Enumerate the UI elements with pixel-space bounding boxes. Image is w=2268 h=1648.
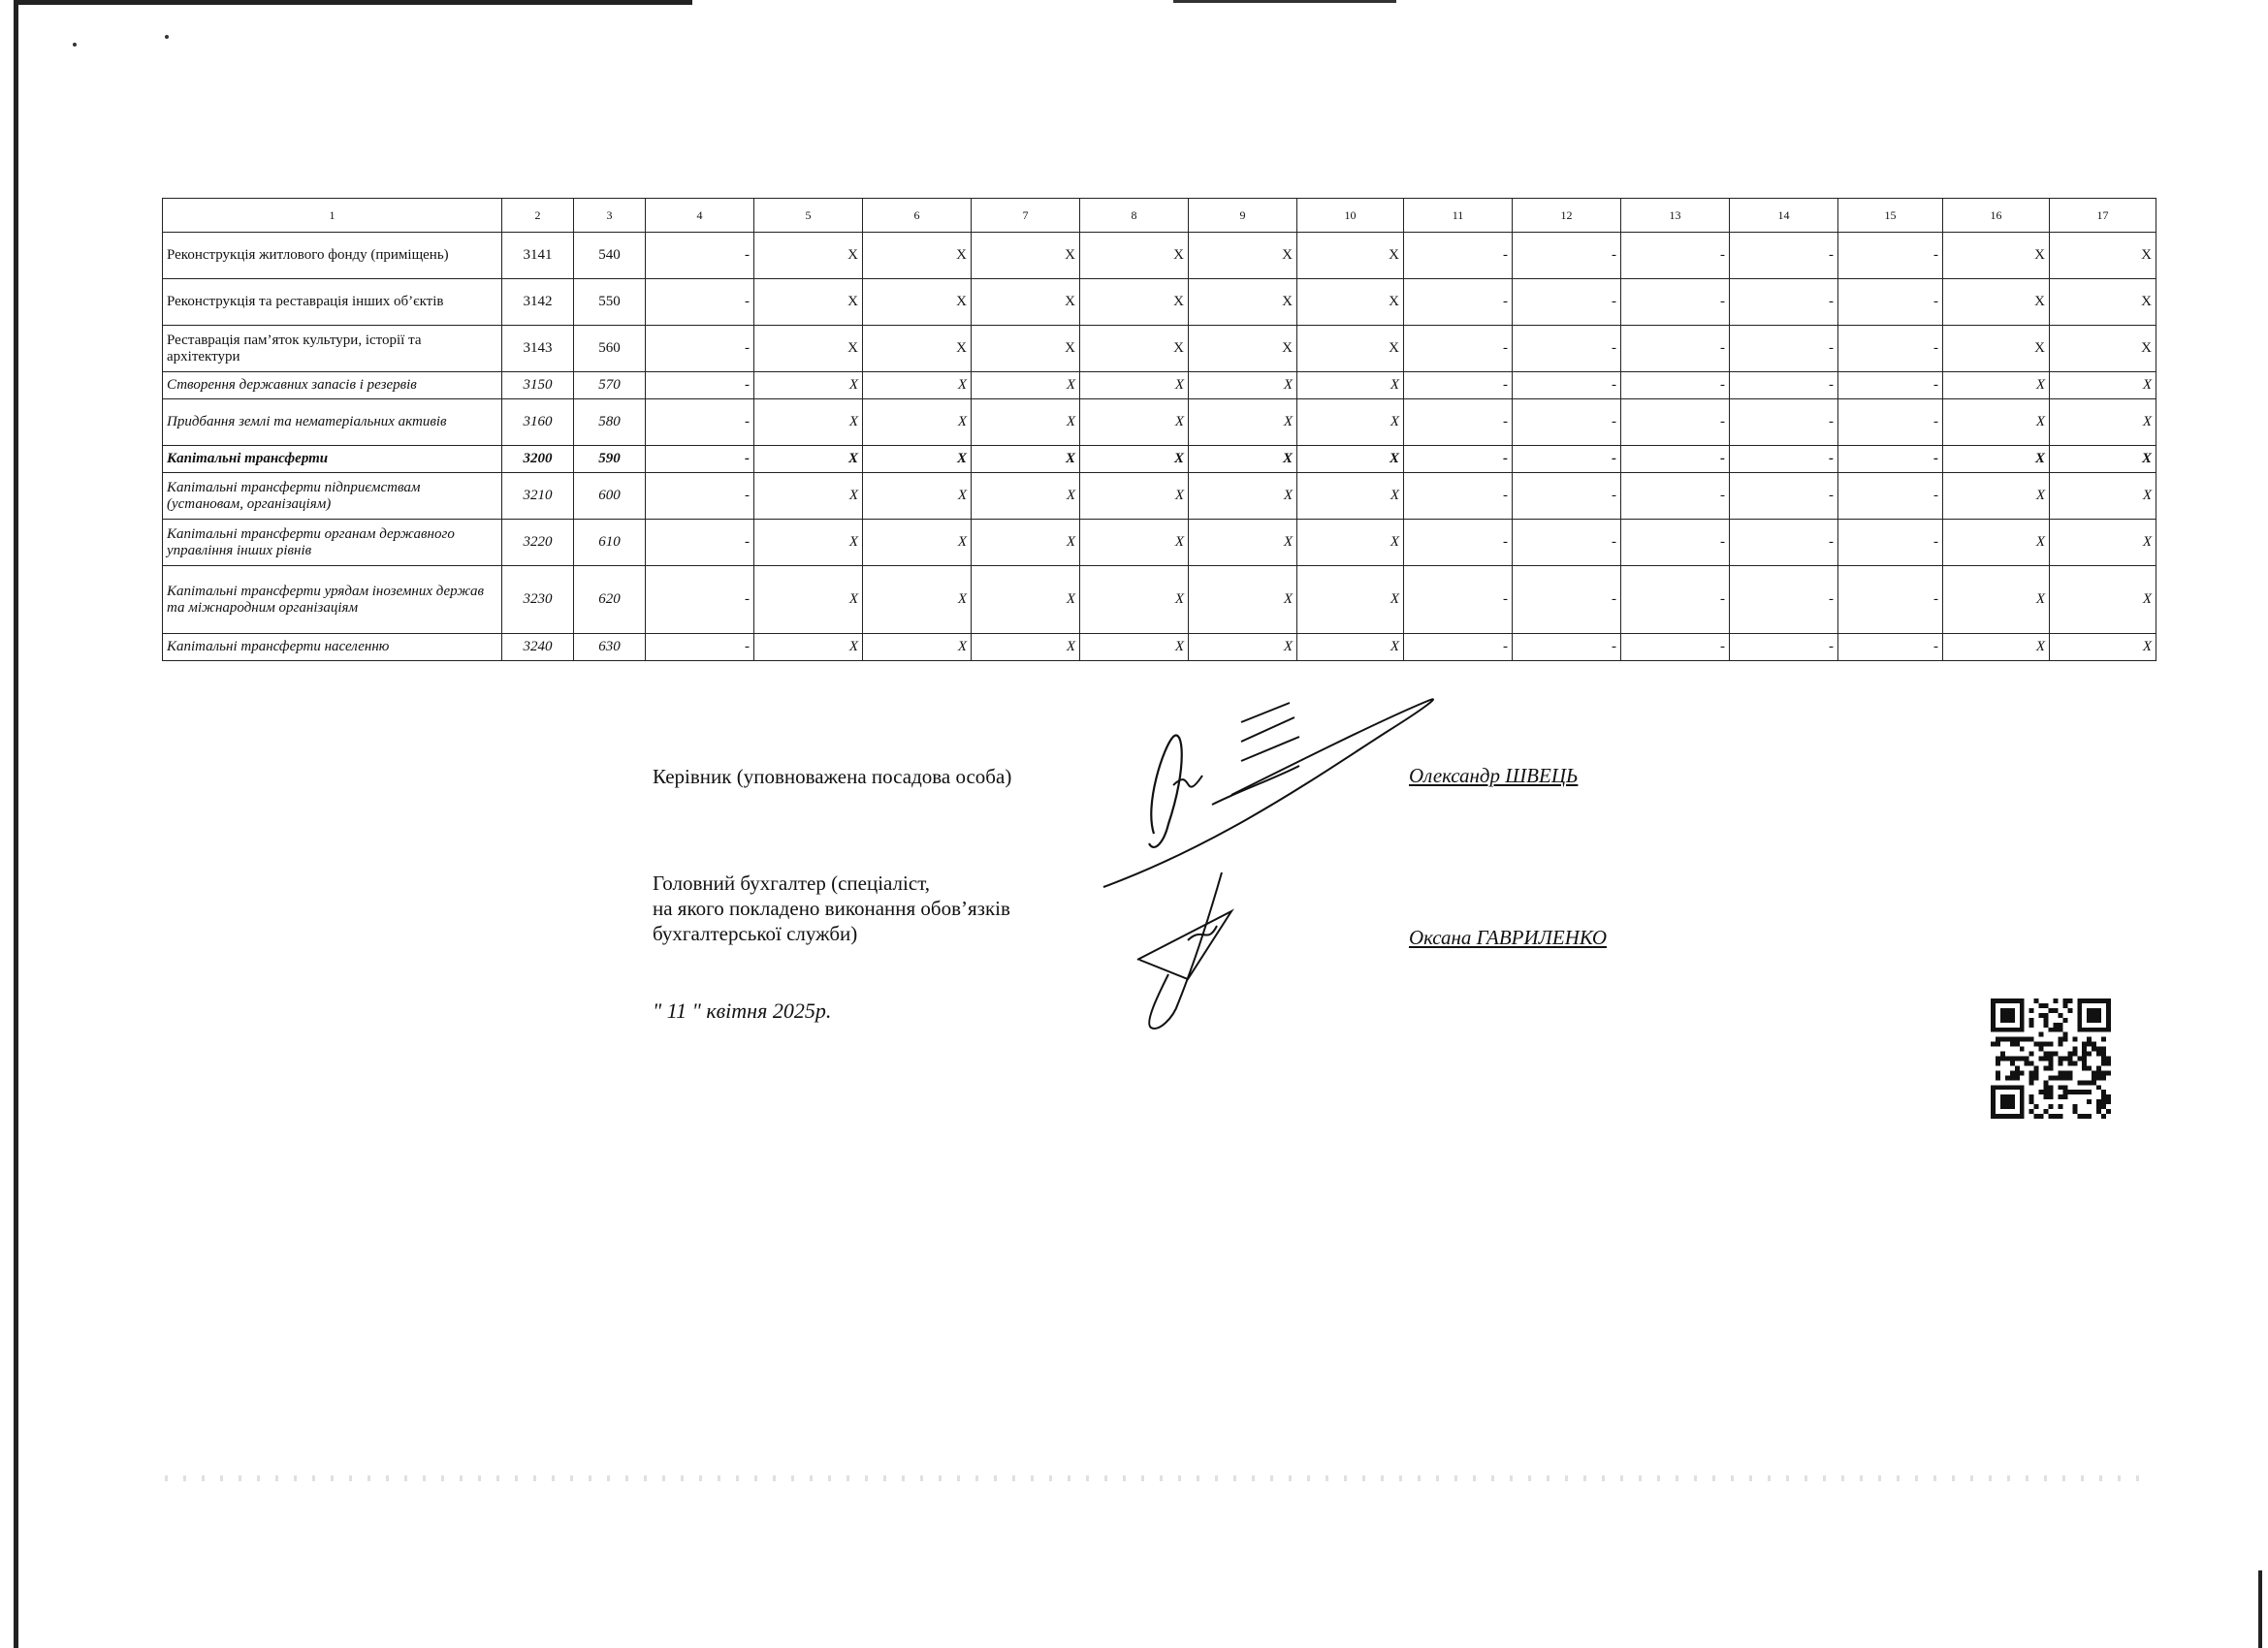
- table-cell: -: [1513, 634, 1621, 661]
- row-kekv: 3143: [502, 326, 574, 372]
- table-cell: -: [1621, 520, 1730, 566]
- table-cell: -: [1513, 399, 1621, 446]
- scan-noise: [165, 1475, 2153, 1481]
- table-cell: X: [1189, 326, 1297, 372]
- table-cell: X: [863, 520, 972, 566]
- table-cell: -: [646, 473, 754, 520]
- table-cell: -: [1404, 233, 1513, 279]
- table-cell: X: [1189, 566, 1297, 634]
- table-cell: -: [1838, 446, 1943, 473]
- table-cell: -: [1838, 399, 1943, 446]
- table-cell: X: [1297, 372, 1404, 399]
- table-cell: -: [1513, 372, 1621, 399]
- head-label: Керівник (уповноважена посадова особа): [653, 765, 1012, 788]
- table-cell: X: [1943, 566, 2050, 634]
- table-cell: X: [1189, 279, 1297, 326]
- table-row: [163, 399, 2156, 446]
- column-header: 9: [1189, 199, 1297, 233]
- table-cell: X: [1943, 473, 2050, 520]
- row-name: Капітальні трансферти підприємствам (установам, організаціям): [163, 473, 502, 520]
- table-cell: X: [863, 399, 972, 446]
- table-cell: X: [1943, 520, 2050, 566]
- table-cell: -: [646, 372, 754, 399]
- row-code: 600: [574, 473, 646, 520]
- table-cell: -: [1513, 446, 1621, 473]
- table-cell: X: [1189, 233, 1297, 279]
- table-row: [163, 446, 2156, 473]
- table-cell: X: [972, 326, 1080, 372]
- table-cell: X: [2050, 520, 2156, 566]
- row-name: Реконструкція та реставрація інших об’єктів: [163, 279, 502, 326]
- table-cell: -: [1838, 566, 1943, 634]
- table-cell: X: [1943, 399, 2050, 446]
- table-cell: X: [1080, 372, 1189, 399]
- row-kekv: 3141: [502, 233, 574, 279]
- table-cell: -: [1513, 566, 1621, 634]
- table-cell: X: [1080, 326, 1189, 372]
- table-cell: X: [1943, 446, 2050, 473]
- column-header: 10: [1297, 199, 1404, 233]
- table-cell: X: [1297, 634, 1404, 661]
- table-cell: -: [1513, 520, 1621, 566]
- table-cell: X: [2050, 399, 2156, 446]
- table-cell: X: [863, 446, 972, 473]
- accountant-label-line: Головний бухгалтер (спеціаліст,: [653, 872, 931, 895]
- accountant-label-line: бухгалтерської служби): [653, 922, 858, 945]
- row-kekv: 3220: [502, 520, 574, 566]
- column-header: 13: [1621, 199, 1730, 233]
- row-code: 590: [574, 446, 646, 473]
- scan-edge: [14, 0, 692, 5]
- row-kekv: 3160: [502, 399, 574, 446]
- accountant-signature: [1130, 868, 1246, 1037]
- table-row: [163, 473, 2156, 520]
- table-cell: X: [1943, 326, 2050, 372]
- table-cell: -: [1404, 372, 1513, 399]
- expenditure-table: [162, 198, 2156, 661]
- table-cell: -: [1404, 399, 1513, 446]
- table-cell: -: [1513, 233, 1621, 279]
- table-cell: X: [1189, 473, 1297, 520]
- column-header: 8: [1080, 199, 1189, 233]
- table-cell: X: [1297, 279, 1404, 326]
- table-cell: X: [2050, 372, 2156, 399]
- table-cell: X: [754, 399, 863, 446]
- scan-speck: [73, 43, 77, 47]
- table-header-row: [163, 199, 2156, 233]
- table-cell: -: [646, 634, 754, 661]
- row-code: 610: [574, 520, 646, 566]
- table-cell: -: [1730, 446, 1838, 473]
- table-cell: X: [1080, 566, 1189, 634]
- table-cell: X: [1297, 399, 1404, 446]
- row-code: 570: [574, 372, 646, 399]
- table-cell: -: [1730, 372, 1838, 399]
- table-cell: -: [1513, 326, 1621, 372]
- table-cell: -: [1730, 520, 1838, 566]
- row-name: Капітальні трансферти урядам іноземних держав та міжнародним організаціям: [163, 566, 502, 634]
- table-row: [163, 233, 2156, 279]
- table-cell: -: [1404, 634, 1513, 661]
- table-cell: -: [1730, 233, 1838, 279]
- row-kekv: 3142: [502, 279, 574, 326]
- table-cell: X: [1080, 473, 1189, 520]
- table-cell: -: [1621, 233, 1730, 279]
- table-cell: X: [1297, 233, 1404, 279]
- table-cell: -: [1838, 520, 1943, 566]
- table-cell: X: [972, 473, 1080, 520]
- table-cell: X: [863, 326, 972, 372]
- table-cell: X: [754, 372, 863, 399]
- table-cell: -: [1838, 372, 1943, 399]
- table-cell: -: [1404, 520, 1513, 566]
- column-header: 17: [2050, 199, 2156, 233]
- table-cell: -: [1838, 233, 1943, 279]
- table-cell: X: [1189, 634, 1297, 661]
- table-cell: X: [1080, 279, 1189, 326]
- column-header: 16: [1943, 199, 2050, 233]
- table-cell: -: [1621, 279, 1730, 326]
- signing-date: " 11 " квітня 2025р.: [653, 998, 832, 1023]
- row-code: 580: [574, 399, 646, 446]
- table-cell: X: [1297, 520, 1404, 566]
- qr-code-icon: [1991, 998, 2111, 1119]
- table-cell: -: [646, 520, 754, 566]
- table-cell: X: [863, 473, 972, 520]
- table-cell: X: [754, 566, 863, 634]
- table-cell: -: [646, 446, 754, 473]
- table-cell: -: [646, 279, 754, 326]
- table-cell: X: [972, 446, 1080, 473]
- table-cell: X: [1080, 446, 1189, 473]
- table-cell: -: [1838, 473, 1943, 520]
- table-cell: X: [754, 326, 863, 372]
- table-cell: X: [972, 279, 1080, 326]
- table-cell: X: [1080, 233, 1189, 279]
- table-row: [163, 520, 2156, 566]
- table-cell: X: [754, 233, 863, 279]
- accountant-label: [653, 871, 1010, 946]
- table-cell: X: [1189, 399, 1297, 446]
- row-kekv: 3240: [502, 634, 574, 661]
- column-header: 2: [502, 199, 574, 233]
- table-cell: -: [1404, 279, 1513, 326]
- row-name: Капітальні трансферти населенню: [163, 634, 502, 661]
- row-name: Придбання землі та нематеріальних активів: [163, 399, 502, 446]
- row-code: 560: [574, 326, 646, 372]
- row-name: Реконструкція житлового фонду (приміщень): [163, 233, 502, 279]
- table-cell: -: [1838, 279, 1943, 326]
- table-cell: -: [1621, 566, 1730, 634]
- accountant-name: Оксана ГАВРИЛЕНКО: [1409, 926, 1607, 949]
- table-cell: -: [646, 233, 754, 279]
- table-cell: -: [1621, 372, 1730, 399]
- column-header: 14: [1730, 199, 1838, 233]
- table-cell: -: [1621, 446, 1730, 473]
- table-cell: X: [754, 634, 863, 661]
- table-cell: -: [646, 566, 754, 634]
- head-name: Олександр ШВЕЦЬ: [1409, 764, 1579, 787]
- table-cell: X: [972, 233, 1080, 279]
- row-code: 550: [574, 279, 646, 326]
- row-name: Капітальні трансферти: [163, 446, 502, 473]
- table-cell: -: [1730, 566, 1838, 634]
- table-cell: X: [972, 399, 1080, 446]
- table-cell: X: [754, 520, 863, 566]
- accountant-label-line: на якого покладено виконання обов’язків: [653, 897, 1010, 920]
- table-cell: X: [754, 473, 863, 520]
- table-cell: -: [1730, 473, 1838, 520]
- table-row: [163, 566, 2156, 634]
- table-cell: X: [1943, 372, 2050, 399]
- table-cell: X: [863, 566, 972, 634]
- table-cell: -: [1730, 279, 1838, 326]
- column-header: 12: [1513, 199, 1621, 233]
- row-code: 540: [574, 233, 646, 279]
- table-cell: -: [1730, 399, 1838, 446]
- table-cell: X: [972, 634, 1080, 661]
- row-name: Капітальні трансферти органам державного управління інших рівнів: [163, 520, 502, 566]
- table-cell: -: [646, 326, 754, 372]
- table-cell: -: [646, 399, 754, 446]
- row-name: Реставрація пам’яток культури, історії та архітектури: [163, 326, 502, 372]
- table-cell: -: [1621, 634, 1730, 661]
- column-header: 7: [972, 199, 1080, 233]
- table-cell: X: [863, 372, 972, 399]
- column-header: 1: [163, 199, 502, 233]
- row-kekv: 3230: [502, 566, 574, 634]
- table-cell: X: [1297, 473, 1404, 520]
- column-header: 6: [863, 199, 972, 233]
- row-code: 630: [574, 634, 646, 661]
- column-header: 3: [574, 199, 646, 233]
- table-cell: -: [1513, 473, 1621, 520]
- table-row: [163, 634, 2156, 661]
- column-header: 11: [1404, 199, 1513, 233]
- table-cell: X: [1297, 566, 1404, 634]
- table-cell: -: [1513, 279, 1621, 326]
- table-cell: X: [1297, 326, 1404, 372]
- scan-edge: [2258, 1570, 2262, 1648]
- table-cell: X: [2050, 279, 2156, 326]
- scan-edge: [1173, 0, 1396, 3]
- table-cell: X: [1943, 634, 2050, 661]
- table-cell: -: [1838, 326, 1943, 372]
- table-cell: X: [2050, 326, 2156, 372]
- table-cell: X: [2050, 446, 2156, 473]
- table-cell: X: [863, 634, 972, 661]
- table-cell: -: [1404, 473, 1513, 520]
- table-cell: -: [1404, 446, 1513, 473]
- table-cell: X: [1297, 446, 1404, 473]
- table-cell: X: [2050, 473, 2156, 520]
- table-cell: X: [972, 372, 1080, 399]
- table-cell: -: [1621, 326, 1730, 372]
- table-cell: X: [2050, 566, 2156, 634]
- table-cell: X: [1943, 279, 2050, 326]
- table-cell: -: [1730, 634, 1838, 661]
- table-cell: X: [1189, 372, 1297, 399]
- table-cell: X: [2050, 233, 2156, 279]
- table-cell: X: [1189, 446, 1297, 473]
- table-cell: -: [1404, 326, 1513, 372]
- table-cell: X: [1943, 233, 2050, 279]
- table-row: [163, 279, 2156, 326]
- scan-edge: [14, 0, 18, 1648]
- table-cell: X: [2050, 634, 2156, 661]
- table-cell: -: [1621, 473, 1730, 520]
- scan-speck: [165, 35, 169, 39]
- row-kekv: 3210: [502, 473, 574, 520]
- table-row: [163, 372, 2156, 399]
- table-cell: X: [1080, 520, 1189, 566]
- table-cell: X: [1080, 399, 1189, 446]
- column-header: 4: [646, 199, 754, 233]
- table-cell: -: [1404, 566, 1513, 634]
- table-cell: X: [754, 279, 863, 326]
- table-cell: X: [863, 279, 972, 326]
- column-header: 5: [754, 199, 863, 233]
- row-name: Створення державних запасів і резервів: [163, 372, 502, 399]
- column-header: 15: [1838, 199, 1943, 233]
- table-cell: X: [1080, 634, 1189, 661]
- table-cell: X: [1189, 520, 1297, 566]
- row-code: 620: [574, 566, 646, 634]
- row-kekv: 3150: [502, 372, 574, 399]
- row-kekv: 3200: [502, 446, 574, 473]
- table-cell: -: [1730, 326, 1838, 372]
- table-cell: -: [1621, 399, 1730, 446]
- table-cell: X: [863, 233, 972, 279]
- table-cell: X: [972, 520, 1080, 566]
- table-cell: -: [1838, 634, 1943, 661]
- table-row: [163, 326, 2156, 372]
- table-cell: X: [754, 446, 863, 473]
- table-cell: X: [972, 566, 1080, 634]
